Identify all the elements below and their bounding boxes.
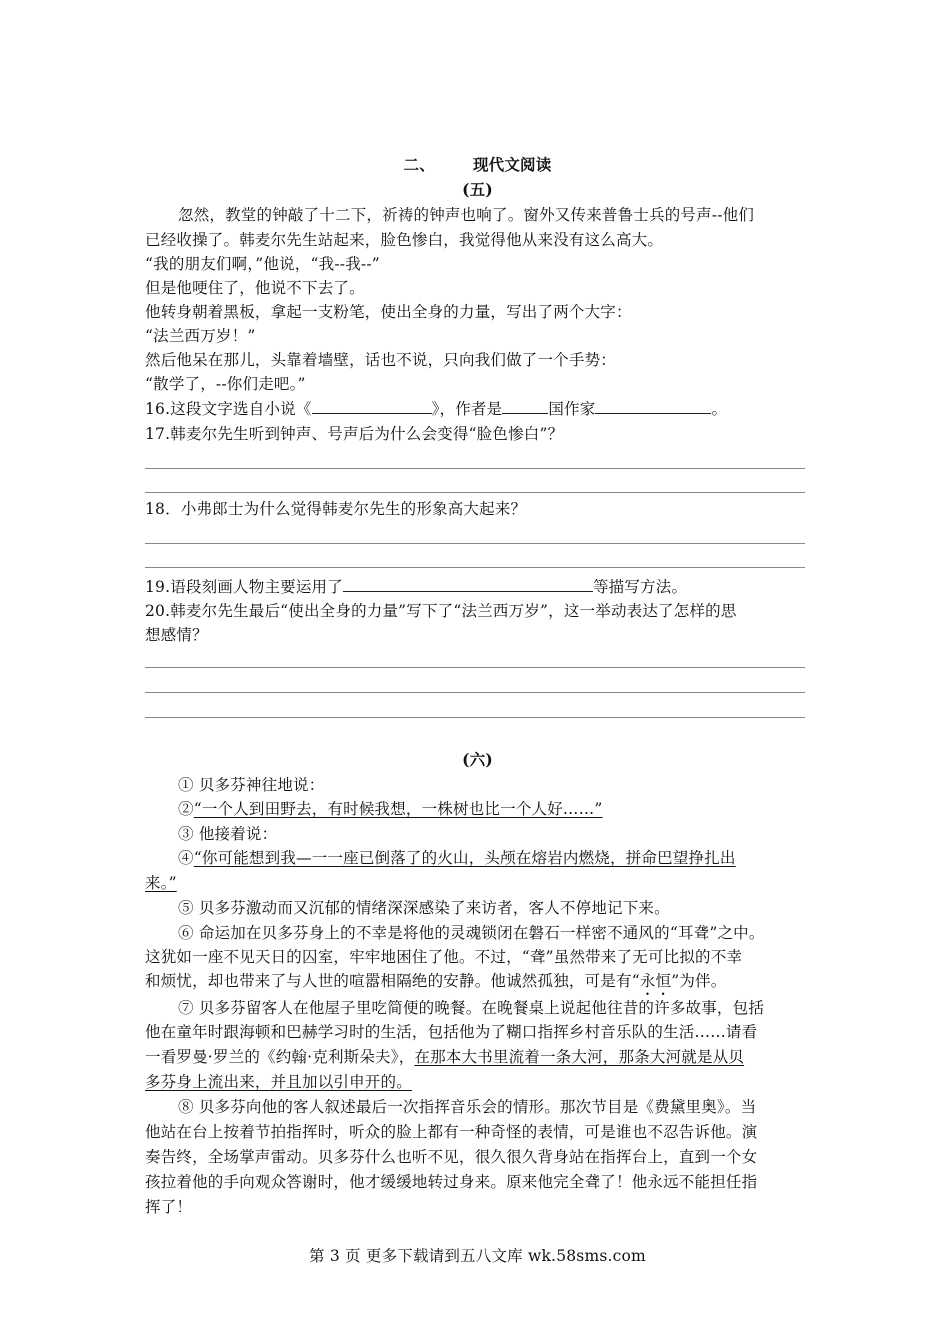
underlined-sentence: 在那本大书里流着一条大河，那条大河就是从贝 [414, 1048, 745, 1066]
passage-line: 他转身朝着黑板，拿起一支粉笔，使出全身的力量，写出了两个大字： [145, 303, 632, 321]
paragraph-6-line-2: 这犹如一座不见天日的囚室，牢牢地困住了他。不过，“聋”虽然带来了无可比拟的不幸 [145, 948, 743, 966]
underlined-quote: “一个人到田野去，有时候我想，一株树也比一个人好……” [193, 800, 603, 818]
underlined-sentence: 多芬身上流出来，并且加以引申开的。 [145, 1073, 412, 1091]
paragraph-7-line-1: ⑦ 贝多芬留客人在他屋子里吃简便的晚餐。在晚餐桌上说起他往昔的许多故事，包括 [178, 999, 765, 1017]
passage-line: 然后他呆在那儿，头靠着墙壁，话也不说，只向我们做了一个手势： [145, 351, 617, 369]
paragraph-8-line: ⑧ 贝多芬向他的客人叙述最后一次指挥音乐会的情形。那次节目是《费黛里奥》。当 [178, 1098, 757, 1116]
paragraph-5: ⑤ 贝多芬激动而又沉郁的情绪深深感染了来访者，客人不停地记下来。 [178, 899, 670, 917]
paragraph-8-line: 他站在台上按着节拍指挥时，听众的脸上都有一种奇怪的表情，可是谁也不忍告诉他。演 [145, 1123, 758, 1141]
section-title [145, 153, 810, 177]
section-title-text: 现代文阅读 [472, 155, 552, 174]
answer-line[interactable] [145, 667, 805, 668]
paragraph-7-line-4 [145, 1070, 810, 1094]
paragraph-8-line: 挥了！ [145, 1198, 193, 1216]
paragraph-4-line-1 [178, 846, 810, 870]
answer-line[interactable] [145, 492, 805, 493]
passage-line: 已经收操了。韩麦尔先生站起来，脸色惨白，我觉得他从来没有这么高大。 [145, 231, 664, 249]
text-span: 一看罗曼·罗兰的《约翰·克利斯朵夫》， [145, 1048, 415, 1066]
paragraph-1: ① 贝多芬神往地说： [178, 776, 325, 794]
question-19 [145, 575, 810, 599]
question-20-line: 20.韩麦尔先生最后“使出全身的力量”写下了“法兰西万岁”，这一举动表达了怎样的思 [145, 602, 737, 620]
passage-line: “法兰西万岁！” [145, 327, 256, 345]
q16-mid1: 》，作者是 [431, 400, 503, 418]
question-16 [145, 397, 810, 421]
text-span: ”为伴。 [671, 972, 727, 990]
answer-line[interactable] [145, 692, 805, 693]
passage-line: 但是他哽住了，他说不下去了。 [145, 279, 365, 297]
question-17: 17.韩麦尔先生听到钟声、号声后为什么会变得“脸色惨白”？ [145, 425, 564, 443]
emphasized-char: 恒 [655, 972, 672, 990]
paragraph-number: ② [178, 800, 194, 818]
q16-blank-author[interactable] [595, 398, 711, 414]
underlined-quote: “你可能想到我—一一座已倒落了的火山，头颅在熔岩内燃烧，拼命巴望挣扎出 [193, 849, 736, 867]
paragraph-2 [178, 797, 810, 821]
passage-line: “我的朋友们啊，”他说，“我--我--” [145, 255, 380, 273]
paragraph-number: ④ [178, 849, 194, 867]
q16-suffix: 。 [711, 400, 728, 418]
q16-blank-novel[interactable] [312, 398, 432, 414]
q19-blank[interactable] [343, 576, 593, 592]
q16-blank-country[interactable] [502, 398, 548, 414]
paragraph-8-line: 孩拉着他的手向观众答谢时，他才缓缓地转过身来。原来他完全聋了！他永远不能担任指 [145, 1173, 758, 1191]
q19-prefix: 19.语段刻画人物主要运用了 [145, 578, 343, 596]
paragraph-6-line-1: ⑥ 命运加在贝多芬身上的不幸是将他的灵魂锁闭在磐石一样密不通风的“耳聋”之中。 [178, 924, 765, 942]
paragraph-8-line: 奏告终，全场掌声雷动。贝多芬什么也听不见，很久很久背身站在指挥台上，直到一个女 [145, 1148, 758, 1166]
text-span: 和烦忧，却也带来了与人世的喧嚣相隔绝的安静。他诚然孤独，可是有“ [145, 972, 640, 990]
question-20-line: 想感情？ [145, 626, 208, 644]
q16-prefix: 16.这段文字选自小说《 [145, 400, 312, 418]
answer-line[interactable] [145, 567, 805, 568]
underlined-quote: 来。” [145, 874, 177, 892]
paragraph-7-line-2: 他在童年时跟海顿和巴赫学习时的生活，包括他为了糊口指挥乡村音乐队的生活……请看 [145, 1023, 758, 1041]
paragraph-6-line-3 [145, 969, 810, 999]
part5-heading: (五) [462, 180, 493, 199]
answer-line[interactable] [145, 468, 805, 469]
paragraph-3: ③ 他接着说： [178, 825, 278, 843]
emphasized-char: 永 [639, 972, 656, 990]
paragraph-4-line-2 [145, 871, 810, 895]
q16-mid2: 国作家 [548, 400, 596, 418]
page-footer: 第 3 页 更多下载请到五八文库 wk.58sms.com [309, 1247, 646, 1265]
paragraph-7-line-3 [145, 1045, 810, 1069]
answer-line[interactable] [145, 543, 805, 544]
q19-suffix: 等描写方法。 [592, 578, 688, 596]
question-18: 18．小弗郎士为什么觉得韩麦尔先生的形象高大起来？ [145, 500, 527, 518]
answer-line[interactable] [145, 717, 805, 718]
section-number: 二、 [403, 155, 435, 174]
part6-heading: (六) [462, 750, 493, 769]
passage-line: 忽然，教堂的钟敲了十二下，祈祷的钟声也响了。窗外又传来普鲁士兵的号声--他们 [178, 206, 755, 224]
passage-line: “散学了，--你们走吧。” [145, 375, 306, 393]
